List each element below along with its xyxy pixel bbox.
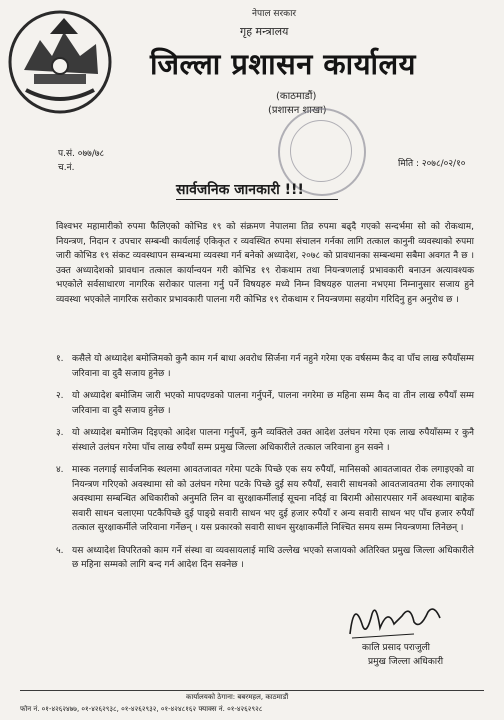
item-number: ४.	[56, 465, 64, 475]
signature-icon	[344, 594, 444, 646]
item-text: मास्क नलगाई सार्वजनिक स्थलमा आवतजावत गरेमा पटके पिच्छे एक सय रुपैयाँ, मानिसको आवतजावत रोक लगाइएको वा नियन्त्रण गरिएको अवस्थामा सो को उलंघन गरेमा पटके पिच्छे दुई सय रुपैयाँ, सवारी साधनको आवतजावतमा रोक लगाएको अवस्थामा सम्बन्धित अधिकारीको अनुमति लिन वा सुरक्षाकर्मीलाई सूचना नदिई वा बिरामी ओसारपसार गर्ने अवस्थामा बाहेक सवारी साधन चलाएमा पटकैपिच्छे दुई पाङ्ग्रे सवारी साधन भए दुई हजार रुपैयाँ र अन्य सवारी साधन भए पाँच हजार रुपैयाँ तत्काल सुरक्षाकर्मीले जरिवाना गर्नेछन् । यस प्रकारको सवारी साधन सुरक्षाकर्मीले निश्चित समय सम्म नियन्त्रणमा लिनेछन् ।	[72, 465, 474, 533]
item-number: २.	[56, 391, 64, 401]
item-text: कसैले यो अध्यादेश बमोजिमको कुनै काम गर्न बाधा अवरोध सिर्जना गर्न नहुने गरेमा एक वर्षसम्म कैद वा पाँच लाख रुपैयाँसम्म जरिवाना वा दुवै सजाय हुनेछ ।	[72, 354, 474, 379]
branch-label: (प्रशासन शाखा)	[268, 105, 327, 116]
dispatch-number: च.नं.	[58, 163, 75, 173]
item-number: ५.	[56, 545, 64, 556]
signatory-title: प्रमुख जिल्ला अधिकारी	[368, 657, 444, 667]
signatory-name: कालि प्रसाद पराजुली	[362, 643, 430, 653]
title-underline	[176, 199, 338, 200]
office-address: कार्यालयको ठेगाना: बबरमहल, काठमाडौं	[186, 693, 289, 701]
provisions-list	[56, 352, 474, 581]
notice-date: मिति : २०७८/०२/१०	[398, 159, 466, 169]
nepal-emblem-icon	[4, 4, 116, 116]
list-item	[56, 463, 474, 536]
list-item	[56, 352, 474, 381]
ministry-label: गृह मन्त्रालय	[240, 25, 289, 38]
district-label: (काठमाडौं)	[276, 91, 317, 102]
footer-divider	[20, 690, 484, 691]
government-label: नेपाल सरकार	[252, 9, 297, 19]
office-phones: फोन नं. ०१-४२६२४७७, ०१-४२६२९३८, ०१-४२६२९३२, ०१-४२४८१६२ फ्याक्स नं. ०१-४२६२९२८	[20, 705, 263, 713]
stamp-inner-ring	[290, 120, 352, 182]
item-text: यस अध्यादेश विपरितको काम गर्ने संस्था वा व्यवसायलाई माथि उल्लेख भएको सजायको अतिरिक्त प्रमुख जिल्ला अधिकारीले छ महिना सम्मको लागि बन्द गर्न आदेश दिन सक्नेछ ।	[72, 545, 474, 570]
reference-number: प.सं. ०७७/७८	[58, 149, 105, 159]
office-title: जिल्ला प्रशासन कार्यालय	[150, 47, 417, 81]
notice-title: सार्वजनिक जानकारी !!!	[176, 182, 304, 198]
item-number: १.	[56, 354, 64, 364]
list-item	[56, 389, 474, 418]
item-text: यो अध्यादेश बमोजिम जारी भएको मापदण्डको पालना गर्नुपर्ने, पालना नगरेमा छ महिना सम्म कैद वा तीन लाख रुपैयाँ सम्म जरिवाना वा दुवै सजाय हुनेछ ।	[72, 391, 474, 416]
list-item	[56, 544, 474, 573]
item-text: यो अध्यादेश बमोजिम दिइएको आदेश पालना गर्नुपर्ने, कुनै व्यक्तिले उक्त आदेश उलंघन गरेमा एक लाख रुपैयाँसम्म र कुनै संस्थाले उलंघन गरेमा पाँच लाख रुपैयाँ सम्म प्रमुख जिल्ला अधिकारीले तत्काल जरिवाना हुन सक्ने ।	[72, 428, 474, 453]
item-number: ३.	[56, 428, 64, 438]
list-item	[56, 426, 474, 455]
intro-paragraph: विश्वभर महामारीको रुपमा फैलिएको कोभिड १९ को संक्रमण नेपालमा तिव्र रुपमा बढ्दै गएको सन्दर्भमा सो को रोकथाम, नियन्त्रण, निदान र उपचार सम्बन्धी कार्यलाई एकिकृत र व्यवस्थित रुपमा संचालन गर्नका लागि तत्काल कानुनी व्यवस्थाको रुपमा जारी कोभिड १९ संकट व्यवस्थापन सम्बन्धमा व्यवस्था गर्न बनेको अध्यादेश, २०७८ को प्रावधानका सम्बन्धमा सबैमा अवगत नै छ । उक्त अध्यादेशको प्रावधान तत्काल कार्यान्वयन गरी कोभिड १९ रोकथाम तथा नियन्त्रणलाई प्रभावकारी बनाउन अत्यावश्यक भएकोले सर्वसाधारण नागरिक सरोकार पालना गर्नु पर्ने विषयहरु मध्ये निम्न विषयहरु पालना नभएमा निम्नानुसार सजाय हुने व्यवस्था भएकोले नागरिक सरोकार प्रभावकारी पालना गरी कोभिड १९ रोकथाम र नियन्त्रणमा सहयोग गरिदिनु हुन अनुरोध छ ।	[56, 222, 474, 305]
